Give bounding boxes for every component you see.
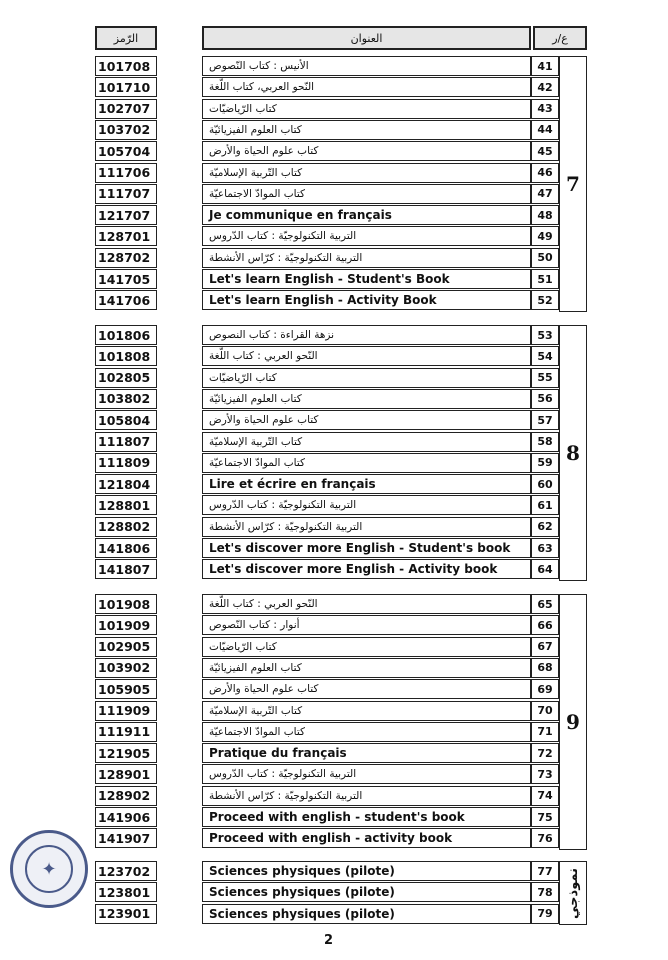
title-column-header: [202, 26, 531, 50]
book-number-cell: 62: [531, 517, 559, 537]
book-code-cell: 123801: [95, 882, 157, 902]
book-code-cell: 121804: [95, 474, 157, 494]
book-code-cell: 121905: [95, 743, 157, 763]
book-number-cell: 72: [531, 743, 559, 763]
book-code-cell: 111909: [95, 701, 157, 721]
book-number-cell: 45: [531, 141, 559, 161]
book-code-cell: 111911: [95, 722, 157, 742]
book-code-cell: 141705: [95, 269, 157, 289]
book-number-cell: 69: [531, 679, 559, 699]
book-title-cell: النّحو العربي : كتاب اللّغة: [202, 346, 531, 366]
book-code-cell: 101909: [95, 615, 157, 635]
book-title-cell: Sciences physiques (pilote): [202, 904, 531, 924]
book-title-cell: التربية التكنولوجيّة : كرّاس الأنشطة: [202, 786, 531, 806]
book-title-cell: Proceed with english - student's book: [202, 807, 531, 827]
book-code-cell: 101708: [95, 56, 157, 76]
book-number-cell: 49: [531, 226, 559, 246]
book-title-cell: Proceed with english - activity book: [202, 828, 531, 848]
book-number-cell: 42: [531, 77, 559, 97]
book-title-cell: كتاب التّربية الإسلاميّة: [202, 701, 531, 721]
book-code-cell: 102707: [95, 99, 157, 119]
emblem-icon: ✦: [25, 845, 73, 893]
book-title-cell: التربية التكنولوجيّة : كتاب الدّروس: [202, 495, 531, 515]
book-number-cell: 74: [531, 786, 559, 806]
book-number-cell: 43: [531, 99, 559, 119]
book-code-cell: 111809: [95, 453, 157, 473]
book-title-cell: Pratique du français: [202, 743, 531, 763]
book-title-cell: الأنيس : كتاب النّصوص: [202, 56, 531, 76]
book-number-cell: 57: [531, 410, 559, 430]
book-code-cell: 141807: [95, 559, 157, 579]
book-title-cell: كتاب التّربية الإسلاميّة: [202, 432, 531, 452]
book-title-cell: Let's discover more English - Student's book: [202, 538, 531, 558]
book-code-cell: 105704: [95, 141, 157, 161]
book-number-cell: 71: [531, 722, 559, 742]
code-header-label: الرّمز: [113, 31, 139, 45]
book-number-cell: 55: [531, 368, 559, 388]
book-code-cell: 101806: [95, 325, 157, 345]
book-code-cell: 128902: [95, 786, 157, 806]
book-title-cell: النّحو العربي، كتاب اللّغة: [202, 77, 531, 97]
book-title-cell: كتاب العلوم الفيزيائيّة: [202, 120, 531, 140]
book-code-cell: 111807: [95, 432, 157, 452]
book-code-cell: 141806: [95, 538, 157, 558]
book-title-cell: كتاب الرّياضيّات: [202, 368, 531, 388]
pilot-grade-label: نموذجي: [565, 867, 581, 919]
book-number-cell: 44: [531, 120, 559, 140]
book-number-cell: 70: [531, 701, 559, 721]
book-title-cell: Let's discover more English - Activity book: [202, 559, 531, 579]
code-column-header: [95, 26, 157, 50]
book-number-cell: 59: [531, 453, 559, 473]
grade-8-cell: [559, 325, 587, 581]
pilot-grade-cell: [559, 861, 587, 925]
page-number: 2: [324, 933, 334, 948]
book-code-cell: 128801: [95, 495, 157, 515]
book-number-cell: 78: [531, 882, 559, 902]
book-title-cell: التربية التكنولوجيّة : كرّاس الأنشطة: [202, 248, 531, 268]
book-number-cell: 65: [531, 594, 559, 614]
book-code-cell: 101710: [95, 77, 157, 97]
book-number-cell: 79: [531, 904, 559, 924]
grade-7-cell: [559, 56, 587, 312]
book-title-cell: Sciences physiques (pilote): [202, 882, 531, 902]
book-title-cell: أنوار : كتاب النّصوص: [202, 615, 531, 635]
book-title-cell: نزهة القراءة : كتاب النصوص: [202, 325, 531, 345]
grade-9-label: 9: [566, 710, 580, 734]
book-title-cell: Lire et écrire en français: [202, 474, 531, 494]
book-number-cell: 64: [531, 559, 559, 579]
book-title-cell: كتاب العلوم الفيزيائيّة: [202, 389, 531, 409]
book-title-cell: كتاب الرّياضيّات: [202, 637, 531, 657]
book-code-cell: 128701: [95, 226, 157, 246]
ministry-seal-logo: [10, 830, 88, 908]
book-title-cell: Let's learn English - Activity Book: [202, 290, 531, 310]
book-number-cell: 63: [531, 538, 559, 558]
book-code-cell: 111706: [95, 163, 157, 183]
book-number-cell: 73: [531, 764, 559, 784]
book-number-cell: 76: [531, 828, 559, 848]
book-number-cell: 66: [531, 615, 559, 635]
book-number-cell: 46: [531, 163, 559, 183]
book-number-cell: 54: [531, 346, 559, 366]
book-title-cell: كتاب الرّياضيّات: [202, 99, 531, 119]
book-number-cell: 60: [531, 474, 559, 494]
book-title-cell: Let's learn English - Student's Book: [202, 269, 531, 289]
book-title-cell: كتاب التّربية الإسلاميّة: [202, 163, 531, 183]
book-code-cell: 101808: [95, 346, 157, 366]
book-number-cell: 67: [531, 637, 559, 657]
book-title-cell: التربية التكنولوجيّة : كرّاس الأنشطة: [202, 517, 531, 537]
book-code-cell: 102905: [95, 637, 157, 657]
book-code-cell: 128702: [95, 248, 157, 268]
book-code-cell: 128802: [95, 517, 157, 537]
book-title-cell: النّحو العربي : كتاب اللّغة: [202, 594, 531, 614]
book-code-cell: 141906: [95, 807, 157, 827]
book-code-cell: 105804: [95, 410, 157, 430]
book-number-cell: 41: [531, 56, 559, 76]
grade-9-cell: [559, 594, 587, 850]
book-code-cell: 123901: [95, 904, 157, 924]
book-code-cell: 141706: [95, 290, 157, 310]
book-number-cell: 68: [531, 658, 559, 678]
book-code-cell: 105905: [95, 679, 157, 699]
grade-7-label: 7: [566, 172, 580, 196]
book-code-cell: 128901: [95, 764, 157, 784]
book-code-cell: 102805: [95, 368, 157, 388]
book-code-cell: 121707: [95, 205, 157, 225]
book-title-cell: التربية التكنولوجيّة : كتاب الدّروس: [202, 226, 531, 246]
book-number-cell: 53: [531, 325, 559, 345]
book-title-cell: كتاب الموادّ الاجتماعيّة: [202, 722, 531, 742]
book-number-cell: 47: [531, 184, 559, 204]
book-number-cell: 77: [531, 861, 559, 881]
number-header-label: ع/ر: [552, 31, 568, 45]
book-code-cell: 101908: [95, 594, 157, 614]
book-title-cell: كتاب الموادّ الاجتماعيّة: [202, 453, 531, 473]
book-code-cell: 103902: [95, 658, 157, 678]
grade-8-label: 8: [566, 441, 580, 465]
book-title-cell: كتاب علوم الحياة والأرض: [202, 410, 531, 430]
book-title-cell: كتاب علوم الحياة والأرض: [202, 679, 531, 699]
book-title-cell: Je communique en français: [202, 205, 531, 225]
book-title-cell: كتاب علوم الحياة والأرض: [202, 141, 531, 161]
number-column-header: [533, 26, 587, 50]
title-header-label: العنوان: [350, 31, 383, 45]
book-code-cell: 123702: [95, 861, 157, 881]
book-number-cell: 58: [531, 432, 559, 452]
book-number-cell: 50: [531, 248, 559, 268]
book-title-cell: التربية التكنولوجيّة : كتاب الدّروس: [202, 764, 531, 784]
book-title-cell: كتاب الموادّ الاجتماعيّة: [202, 184, 531, 204]
book-number-cell: 61: [531, 495, 559, 515]
book-number-cell: 52: [531, 290, 559, 310]
book-title-cell: Sciences physiques (pilote): [202, 861, 531, 881]
book-number-cell: 48: [531, 205, 559, 225]
book-number-cell: 56: [531, 389, 559, 409]
book-number-cell: 75: [531, 807, 559, 827]
book-number-cell: 51: [531, 269, 559, 289]
book-code-cell: 103702: [95, 120, 157, 140]
book-code-cell: 141907: [95, 828, 157, 848]
book-title-cell: كتاب العلوم الفيزيائيّة: [202, 658, 531, 678]
book-code-cell: 111707: [95, 184, 157, 204]
book-code-cell: 103802: [95, 389, 157, 409]
